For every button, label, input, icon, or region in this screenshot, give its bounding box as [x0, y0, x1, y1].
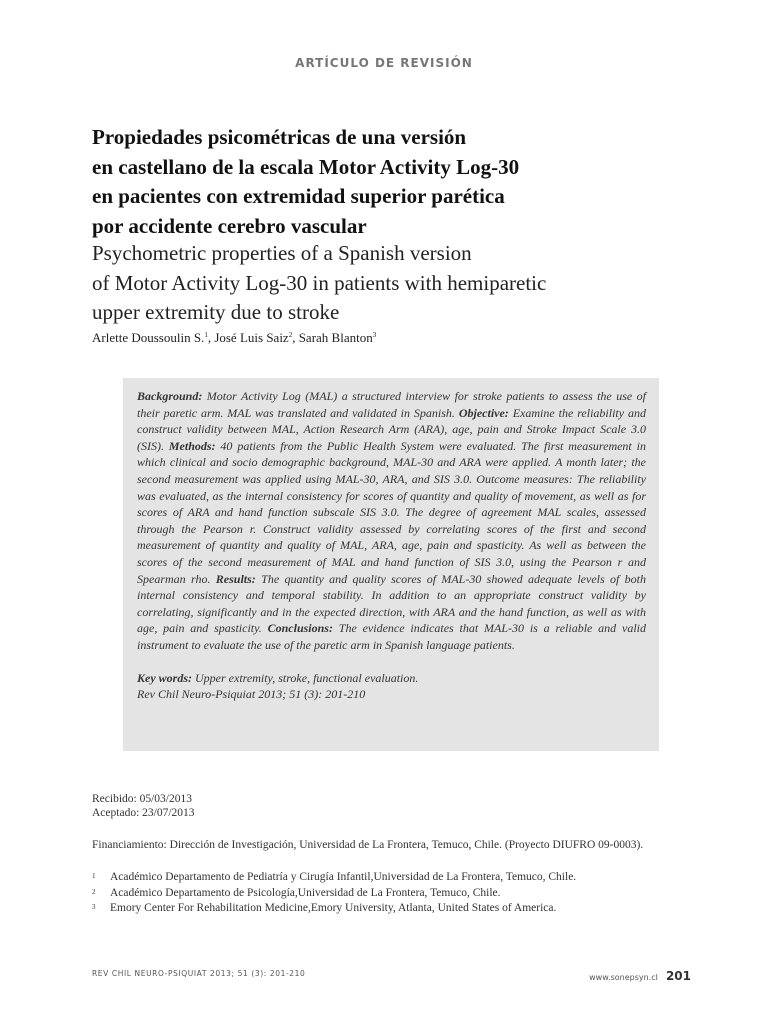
- objective-text: Examine the reliability and construct validity between MAL, Action Research Arm (ARA), age, pain and Stroke Impact Scale 3.0 (SIS).: [137, 405, 646, 453]
- citation: Rev Chil Neuro-Psiquiat 2013; 51 (3): 201-210: [137, 687, 366, 702]
- spanish-title-line: por accidente cerebro vascular: [92, 213, 367, 238]
- results-text: The quantity and quality scores of MAL-30 showed adequate levels of both internal consistency and temporal stability. In addition to an appropriate construct validity by correlating, significantly and in the expected direction, with ARA and the hand function, as well as with age, pain and spasticity.: [137, 571, 646, 636]
- funding-note: Financiamiento: Dirección de Investigación, Universidad de La Frontera, Temuco, Chile. (Proyecto DIUFRO 09-0003).: [92, 839, 644, 851]
- keywords-text: Upper extremity, stroke, functional evaluation.: [192, 670, 419, 685]
- accepted-date: Aceptado: 23/07/2013: [92, 807, 195, 819]
- affiliation-text: Académico Departamento de Pediatría y Cirugía Infantil,Universidad de La Frontera, Temuco, Chile.: [110, 871, 577, 883]
- affiliation-number: 1: [92, 872, 96, 880]
- methods-text: 40 patients from the Public Health System were evaluated. The first measurement in which clinical and socio demographic background, MAL-30 and ARA were applied. A month later; the second measurement was applied using MAL-30, ARA, and SIS 3.0. Outcome measures: The reliability was evaluated, as the internal consistency for scores of quantity and quality of movement, as well as for scores of ARA and hand function subscale SIS 3.0. The degree of agreement MAL scales, assessed through the Pearson r. Construct validity assessed by correlating scores of the first and second measurement of quantity and quality of MAL, ARA, age, pain and spasticity. As well as between the scores of the second measurement of MAL and hand function of SIS 3.0, using the Pearson r and Spearman rho.: [137, 438, 646, 586]
- affiliation-item: [92, 886, 576, 902]
- author-name: Arlette Doussoulin S.: [92, 330, 205, 345]
- author-separator: ,: [292, 330, 299, 345]
- spanish-title: [92, 123, 692, 241]
- conclusions-label: Conclusions:: [267, 621, 333, 636]
- section-label: ARTÍCULO DE REVISIÓN: [295, 56, 473, 70]
- abstract-box: [123, 378, 659, 751]
- spanish-title-line: Propiedades psicométricas de una versión: [92, 125, 467, 149]
- affiliation-number: 3: [92, 903, 96, 911]
- received-date: Recibido: 05/03/2013: [92, 793, 192, 805]
- objective-label: Objective:: [458, 405, 509, 420]
- methods-label: Methods:: [168, 438, 216, 453]
- spanish-title-line: en pacientes con extremidad superior parética: [92, 184, 505, 208]
- english-title-line: of Motor Activity Log-30 in patients with hemiparetic: [92, 270, 547, 295]
- author-affiliation-mark: 2: [288, 331, 293, 339]
- website-link[interactable]: www.sonepsyn.cl: [589, 973, 658, 982]
- keywords-label: Key words:: [137, 670, 192, 685]
- affiliation-text: Académico Departamento de Psicología,Universidad de La Frontera, Temuco, Chile.: [110, 886, 501, 899]
- results-label: Results:: [215, 571, 256, 586]
- article-dates: [92, 792, 195, 820]
- author-affiliation-mark: 3: [372, 331, 377, 339]
- affiliation-text: Emory Center For Rehabilitation Medicine,Emory University, Atlanta, United States of America.: [110, 902, 557, 914]
- author-name: José Luis Saiz: [214, 330, 289, 345]
- affiliation-number: 2: [92, 887, 96, 896]
- affiliations: [92, 870, 576, 917]
- english-title-line: upper extremity due to stroke: [92, 300, 340, 324]
- conclusions-text: The evidence indicates that MAL-30 is a reliable and valid instrument to evaluate the use of the paretic arm in Spanish language patients.: [137, 621, 646, 652]
- english-title-line: Psychometric properties of a Spanish version: [92, 241, 472, 265]
- author-name: Sarah Blanton: [298, 330, 373, 345]
- page-number: 201: [665, 969, 691, 983]
- author-affiliation-mark: 1: [204, 331, 208, 339]
- author-list: [92, 330, 376, 346]
- author-separator: ,: [207, 330, 215, 345]
- english-title: [92, 239, 712, 328]
- footer-right: [589, 965, 691, 984]
- background-text: Motor Activity Log (MAL) a structured interview for stroke patients to assess the use of their paretic arm. MAL was translated and validated in Spanish.: [137, 389, 646, 420]
- affiliation-item: [92, 901, 576, 917]
- keywords: [137, 670, 646, 687]
- abstract-text: [137, 388, 646, 654]
- affiliation-item: [92, 870, 576, 886]
- journal-footer: REV CHIL NEURO-PSIQUIAT 2013; 51 (3): 201-210: [92, 969, 306, 978]
- background-label: Background:: [137, 389, 203, 403]
- spanish-title-line: en castellano de la escala Motor Activity Log-30: [92, 154, 520, 179]
